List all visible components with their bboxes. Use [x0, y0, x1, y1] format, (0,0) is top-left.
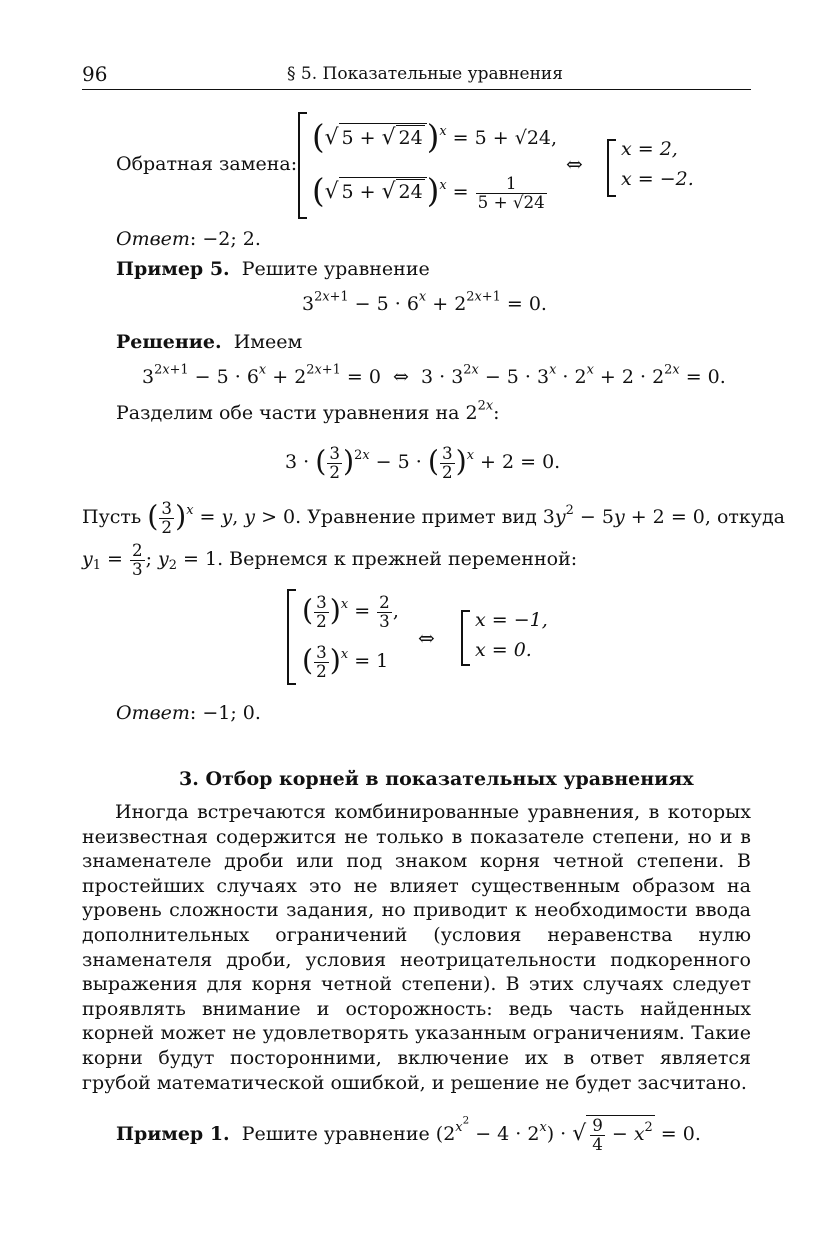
section-paragraph: Иногда встречаются комбинированные уравнения, в которых неизвестная содержится не только в показателе степени, но и в знаменателе дроби или под знаком корня четной степени. В простейших случаях это не влияет существенным образом на уровень сложности задания, но приводит к необходимости ввода дополнительных ограничений (условия неравенства нулю знаменателя дроби, условия неотрицательности подкоренного выражения для корня четной степени). В этих случаях следует проявлять внимание и осторожность: ведь часть найденных корней может не удовлетворять указанным ограничениям. Такие корни будут посторонними, включение их в ответ является грубой математической ошибкой, и решение не будет засчитано. [82, 801, 751, 1094]
solution5-line1: $3^{2x+1} - 5 \cdot 6^x + 2^{2x+1} = 0$ ⇔ $3 \cdot 3^{2x} - 5 \cdot 3^x \cdot 2^x + 2 \cdot 2^{2x} = 0$. [142, 362, 726, 388]
system2-root-2: x = 0. [475, 639, 532, 661]
solution5-line2: 3 · ( $\frac{3}{2}$ )$^{2x}$ − 5 · ( $\frac{3}{2}$ )$^x$ + 2 = 0. [285, 443, 561, 482]
divide-line: Разделим обе части уравнения на $2^{2x}$: [116, 398, 500, 424]
example5-equation: $3^{2x+1} - 5 \cdot 6^x + 2^{2x+1} = 0$. [302, 289, 547, 315]
system2-roots-bracket [461, 610, 470, 666]
running-title: § 5. Показательные уравнения [287, 64, 563, 84]
reverse-sub-label: Обратная замена: [116, 153, 298, 175]
system2-line1: ( $\frac{3}{2}$ )$^x$ = $\frac{2}{3}$ , [302, 592, 399, 631]
section-heading: 3. Отбор корней в показательных уравнениях [179, 768, 694, 790]
page-number: 96 [82, 62, 108, 86]
reverse-sub-line2: (√ 5 + √ 24 )$^x$ = $\frac{1}{5 + √24}$ [312, 172, 545, 212]
equivalence-sign: ⇔ [566, 152, 583, 176]
root-2: x = −2. [621, 168, 694, 190]
example1-line: Пример 1. Решите уравнение $(2^{x^2} - 4 \cdot 2^x)$ · √ $\frac{9}{4}$ − $x^2 = 0$. [116, 1114, 701, 1154]
solution5-heading: Решение. Имеем [116, 331, 303, 353]
reverse-sub-line1: (√ 5 + √ 24 )$^x$ = 5 + √24, [312, 118, 558, 156]
roots-y-line: $y_1$ = $\frac{2}{3}$ ; $y_2 = 1$. Вернемся к прежней переменной: [82, 540, 578, 579]
substitution-line: Пусть ( $\frac{3}{2}$ )$^x$ = y, y > 0. Уравнение примет вид $3y^2 - 5y + 2 = 0$, откуда [82, 498, 785, 537]
answer-example5: Ответ: −1; 0. [116, 702, 261, 724]
header-rule [82, 89, 751, 90]
example5-heading: Пример 5. Решите уравнение [116, 258, 430, 280]
system2-equivalence: ⇔ [418, 626, 435, 650]
answer-example4: Ответ: −2; 2. [116, 228, 261, 250]
system2-root-1: x = −1, [475, 609, 548, 631]
system2-bracket-left [287, 589, 296, 685]
root-1: x = 2, [621, 138, 678, 160]
roots-bracket [607, 139, 616, 197]
system2-line2: ( $\frac{3}{2}$ )$^x$ = 1 [302, 642, 389, 681]
system-bracket-left [298, 112, 307, 219]
